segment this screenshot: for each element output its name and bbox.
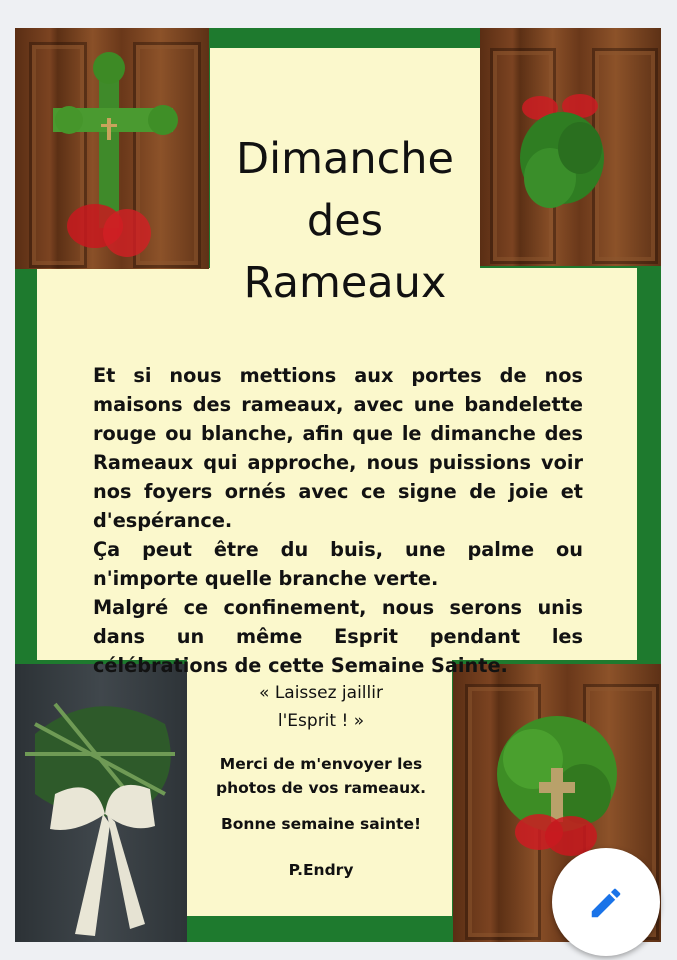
closing-wish: Bonne semaine sainte! xyxy=(220,815,422,833)
quote-line-2: l'Esprit ! » xyxy=(277,711,365,731)
signature: P.Endry xyxy=(288,861,354,879)
poster-quote xyxy=(190,679,452,735)
pencil-icon xyxy=(587,884,625,922)
poster-body xyxy=(93,361,583,680)
edit-fab-button[interactable] xyxy=(552,848,660,956)
photo-request xyxy=(190,752,452,800)
title-line-3: Rameaux xyxy=(243,258,447,308)
request-line-1: Merci de m'envoyer les xyxy=(219,755,423,773)
poster-title xyxy=(210,128,480,314)
title-line-2: des xyxy=(306,196,384,246)
request-line-2: photos de vos rameaux. xyxy=(216,779,426,797)
body-paragraph-3: Malgré ce confinement, nous serons unis dans un même Esprit pendant les célébrations de cette Semaine Sainte. xyxy=(93,596,583,677)
body-paragraph-2: Ça peut être du buis, une palme ou n'importe quelle branche verte. xyxy=(93,538,583,590)
photo-boxwood-bouquet xyxy=(480,28,661,266)
photo-palm-white-ribbon xyxy=(15,664,187,942)
body-paragraph-1: Et si nous mettions aux portes de nos maisons des rameaux, avec une bandelette rouge ou blanche, afin que le dimanche des Rameaux qui approche, nous puissions voir nos foyers ornés avec ce signe de joie et d'espérance. xyxy=(93,364,583,532)
quote-line-1: « Laissez jaillir xyxy=(259,683,383,703)
photo-boxwood-cross xyxy=(15,28,209,269)
poster xyxy=(15,28,661,942)
title-line-1: Dimanche xyxy=(236,134,454,184)
